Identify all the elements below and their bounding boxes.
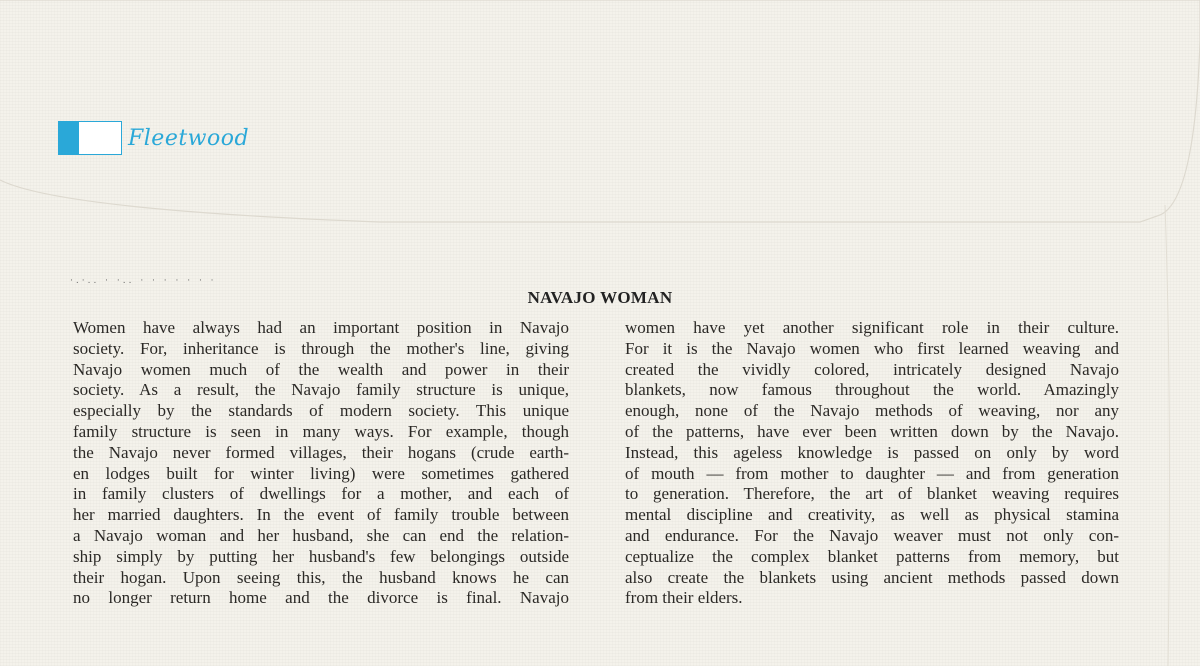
article-title: NAVAJO WOMAN xyxy=(527,288,673,307)
fleetwood-logo xyxy=(58,120,249,156)
print-specks: ·.·.. · ·.. · · · · · · · xyxy=(70,276,217,286)
text-line: Instead, this ageless knowledge is passed on only by word xyxy=(625,442,1119,462)
text-line: of the patterns, have ever been written down by the Navajo. xyxy=(625,421,1119,441)
text-line: mental discipline and creativity, as well as physical stamina xyxy=(625,505,1119,525)
text-line: women have yet another significant role in their culture. xyxy=(625,318,1119,337)
text-line: ship simply by putting her husband's few belongings outside xyxy=(73,546,569,566)
text-line: of mouth — from mother to daughter — and from generation xyxy=(625,463,1119,483)
text-line: ceptualize the complex blanket patterns from memory, but xyxy=(625,546,1119,566)
text-line: Women have always had an important position in Navajo xyxy=(73,318,569,337)
text-line: en lodges built for winter living) were sometimes gathered xyxy=(73,463,569,483)
text-line: society. For, inheritance is through the mother's line, giving xyxy=(73,338,569,358)
text-line: and endurance. For the Navajo weaver must not only con- xyxy=(625,525,1119,545)
text-line: her married daughters. In the event of family trouble between xyxy=(73,505,569,525)
text-line: blankets, now famous throughout the world. Amazingly xyxy=(625,380,1119,400)
logo-wordmark: Fleetwood xyxy=(128,125,250,151)
article-right-column xyxy=(625,318,1119,609)
text-line: their hogan. Upon seeing this, the husband knows he can xyxy=(73,567,569,587)
text-line: also create the blankets using ancient methods passed down xyxy=(625,567,1119,587)
text-line: especially by the standards of modern society. This unique xyxy=(73,401,569,421)
logo-mark xyxy=(58,121,122,155)
text-line: to generation. Therefore, the art of blanket weaving requires xyxy=(625,484,1119,504)
article-left-column xyxy=(73,318,569,609)
text-line: enough, none of the Navajo methods of weaving, nor any xyxy=(625,401,1119,421)
text-line: the Navajo never formed villages, their hogans (crude earth- xyxy=(73,442,569,462)
text-line: Navajo women much of the wealth and power in their xyxy=(73,359,569,379)
text-line: no longer return home and the divorce is final. Navajo xyxy=(73,588,569,608)
logo-mark-fill xyxy=(59,122,79,154)
text-line: society. As a result, the Navajo family structure is unique, xyxy=(73,380,569,400)
text-line: from their elders. xyxy=(625,588,743,608)
text-line: family structure is seen in many ways. For example, though xyxy=(73,421,569,441)
text-line: a Navajo woman and her husband, she can end the relation- xyxy=(73,525,569,545)
text-line: in family clusters of dwellings for a mother, and each of xyxy=(73,484,569,504)
text-line: For it is the Navajo women who first learned weaving and xyxy=(625,338,1119,358)
text-line: created the vividly colored, intricately designed Navajo xyxy=(625,359,1119,379)
